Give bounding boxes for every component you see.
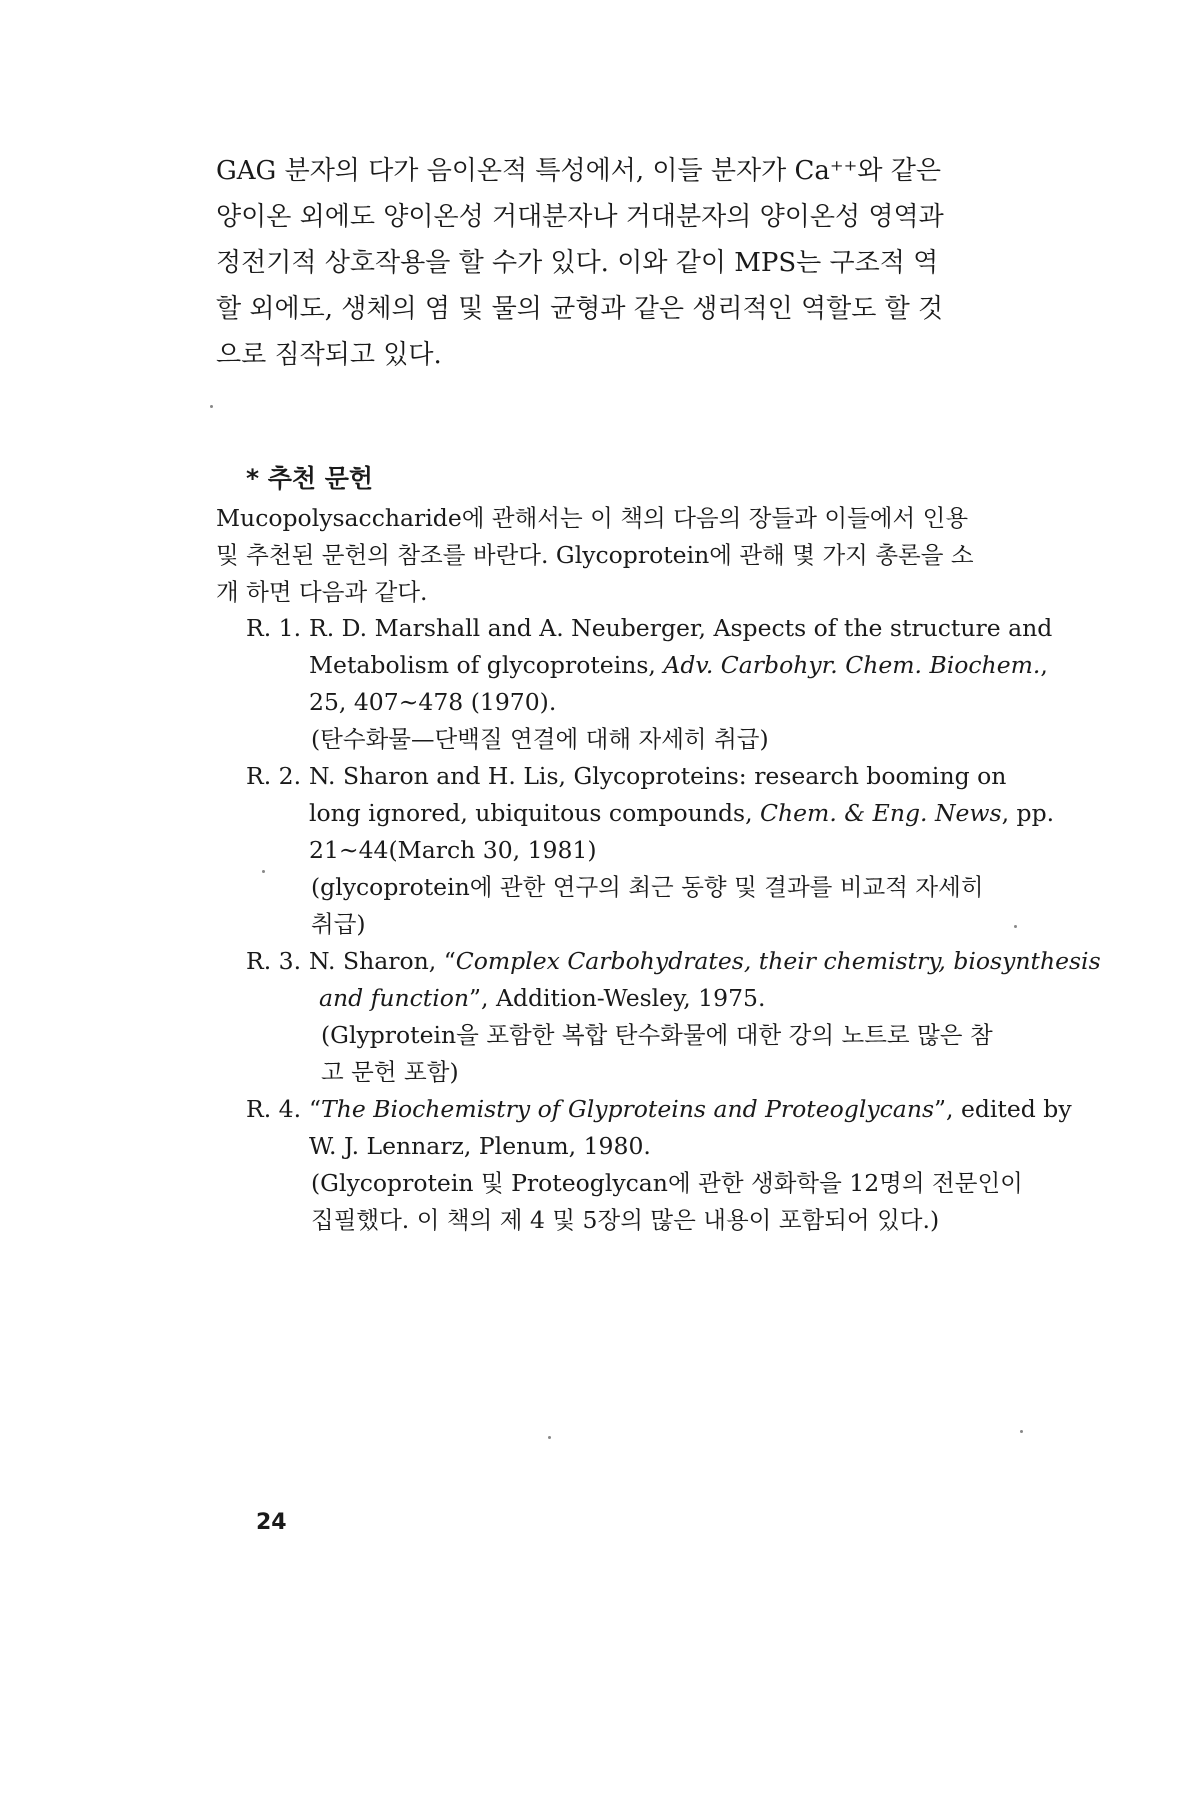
reference-citation-line: [309, 758, 1062, 795]
reference-text: long ignored, ubiquitous compounds,: [309, 799, 761, 827]
reference-citation-line: [309, 980, 1101, 1017]
intro-line: 으로 짐작되고 있다.: [216, 340, 442, 370]
reference-note: [309, 869, 1062, 943]
reference-entry: [246, 943, 1101, 1091]
reference-text: 21∼44(March 30, 1981): [309, 836, 597, 864]
reference-citation-line: [309, 943, 1101, 980]
reference-text: ”, Addition-Wesley, 1975.: [469, 984, 766, 1012]
reference-text: R. D. Marshall and A. Neuberger, Aspects of the structure and: [309, 614, 1053, 642]
reference-citation-line: [309, 610, 1062, 647]
references-intro: [216, 500, 1062, 611]
reference-text: N. Sharon, “: [309, 947, 456, 975]
page-number: 24: [256, 1510, 287, 1535]
references-intro-line: 및 추천된 문헌의 참조를 바란다. Glycoprotein에 관해 몇 가지 총론을 소: [216, 541, 974, 569]
reference-title-text: Chem. & Eng. News: [760, 799, 1002, 827]
references-heading: * 추천 문헌: [246, 464, 374, 493]
reference-text: ,: [1040, 651, 1048, 679]
reference-text: “: [309, 1095, 322, 1123]
reference-citation-line: [309, 684, 1062, 721]
reference-label: R. 2.: [246, 762, 302, 790]
reference-note: [309, 1017, 1101, 1091]
reference-entry: [246, 610, 1062, 758]
intro-paragraph: [216, 148, 1062, 378]
reference-note-line: (Glyprotein을 포함한 복합 탄수화물에 대한 강의 노트로 많은 참: [321, 1021, 993, 1049]
reference-citation-line: [309, 1091, 1072, 1128]
reference-note: [309, 1165, 1072, 1239]
reference-body: [309, 758, 1062, 943]
intro-line: 할 외에도, 생체의 염 및 물의 균형과 같은 생리적인 역할도 할 것: [216, 294, 944, 324]
intro-line: 정전기적 상호작용을 할 수가 있다. 이와 같이 MPS는 구조적 역: [216, 248, 939, 278]
reference-body: [309, 943, 1101, 1091]
reference-text: 25, 407∼478 (1970).: [309, 688, 557, 716]
reference-body: [309, 610, 1062, 758]
reference-note-line: (Glycoprotein 및 Proteoglycan에 관한 생화학을 12명의 전문인이: [311, 1169, 1023, 1197]
reference-citation-line: [309, 795, 1062, 832]
reference-label: R. 1.: [246, 614, 302, 642]
reference-title-text: and function: [319, 984, 470, 1012]
reference-note-line: 집필했다. 이 책의 제 4 및 5장의 많은 내용이 포함되어 있다.): [311, 1206, 940, 1234]
scan-speck: [262, 870, 265, 873]
reference-note: [309, 721, 1062, 758]
scan-speck: [210, 405, 213, 408]
reference-text: N. Sharon and H. Lis, Glycoproteins: research booming on: [309, 762, 1007, 790]
reference-note-line: (탄수화물—단백질 연결에 대해 자세히 취급): [311, 725, 769, 753]
references-intro-line: 개 하면 다음과 같다.: [216, 578, 428, 606]
reference-body: [309, 1091, 1072, 1239]
scan-speck: [1014, 925, 1017, 928]
reference-title-text: Complex Carbohydrates, their chemistry, biosynthesis: [455, 947, 1101, 975]
reference-entry: [246, 1091, 1072, 1239]
intro-line: 양이온 외에도 양이온성 거대분자나 거대분자의 양이온성 영역과: [216, 202, 944, 232]
reference-label: R. 3.: [246, 947, 302, 975]
reference-citation-line: [309, 1128, 1072, 1165]
reference-text: Metabolism of glycoproteins,: [309, 651, 664, 679]
reference-title-text: The Biochemistry of Glyproteins and Proteoglycans: [321, 1095, 935, 1123]
reference-entry: [246, 758, 1062, 943]
reference-text: ”, edited by: [934, 1095, 1072, 1123]
scan-speck: [1020, 1430, 1023, 1433]
reference-note-line: 고 문헌 포함): [321, 1058, 459, 1086]
intro-line: GAG 분자의 다가 음이온적 특성에서, 이들 분자가 Ca⁺⁺와 같은: [216, 156, 941, 186]
reference-text: , pp.: [1001, 799, 1055, 827]
reference-title-text: Adv. Carbohyr. Chem. Biochem.: [663, 651, 1041, 679]
reference-citation-line: [309, 647, 1062, 684]
reference-note-line: (glycoprotein에 관한 연구의 최근 동향 및 결과를 비교적 자세히: [311, 873, 984, 901]
reference-label: R. 4.: [246, 1095, 302, 1123]
reference-citation-line: [309, 832, 1062, 869]
references-intro-line: Mucopolysaccharide에 관해서는 이 책의 다음의 장들과 이들에서 인용: [216, 504, 969, 532]
reference-text: W. J. Lennarz, Plenum, 1980.: [309, 1132, 651, 1160]
scan-speck: [548, 1436, 551, 1439]
reference-note-line: 취급): [311, 910, 366, 938]
references-list: [246, 610, 1101, 1239]
